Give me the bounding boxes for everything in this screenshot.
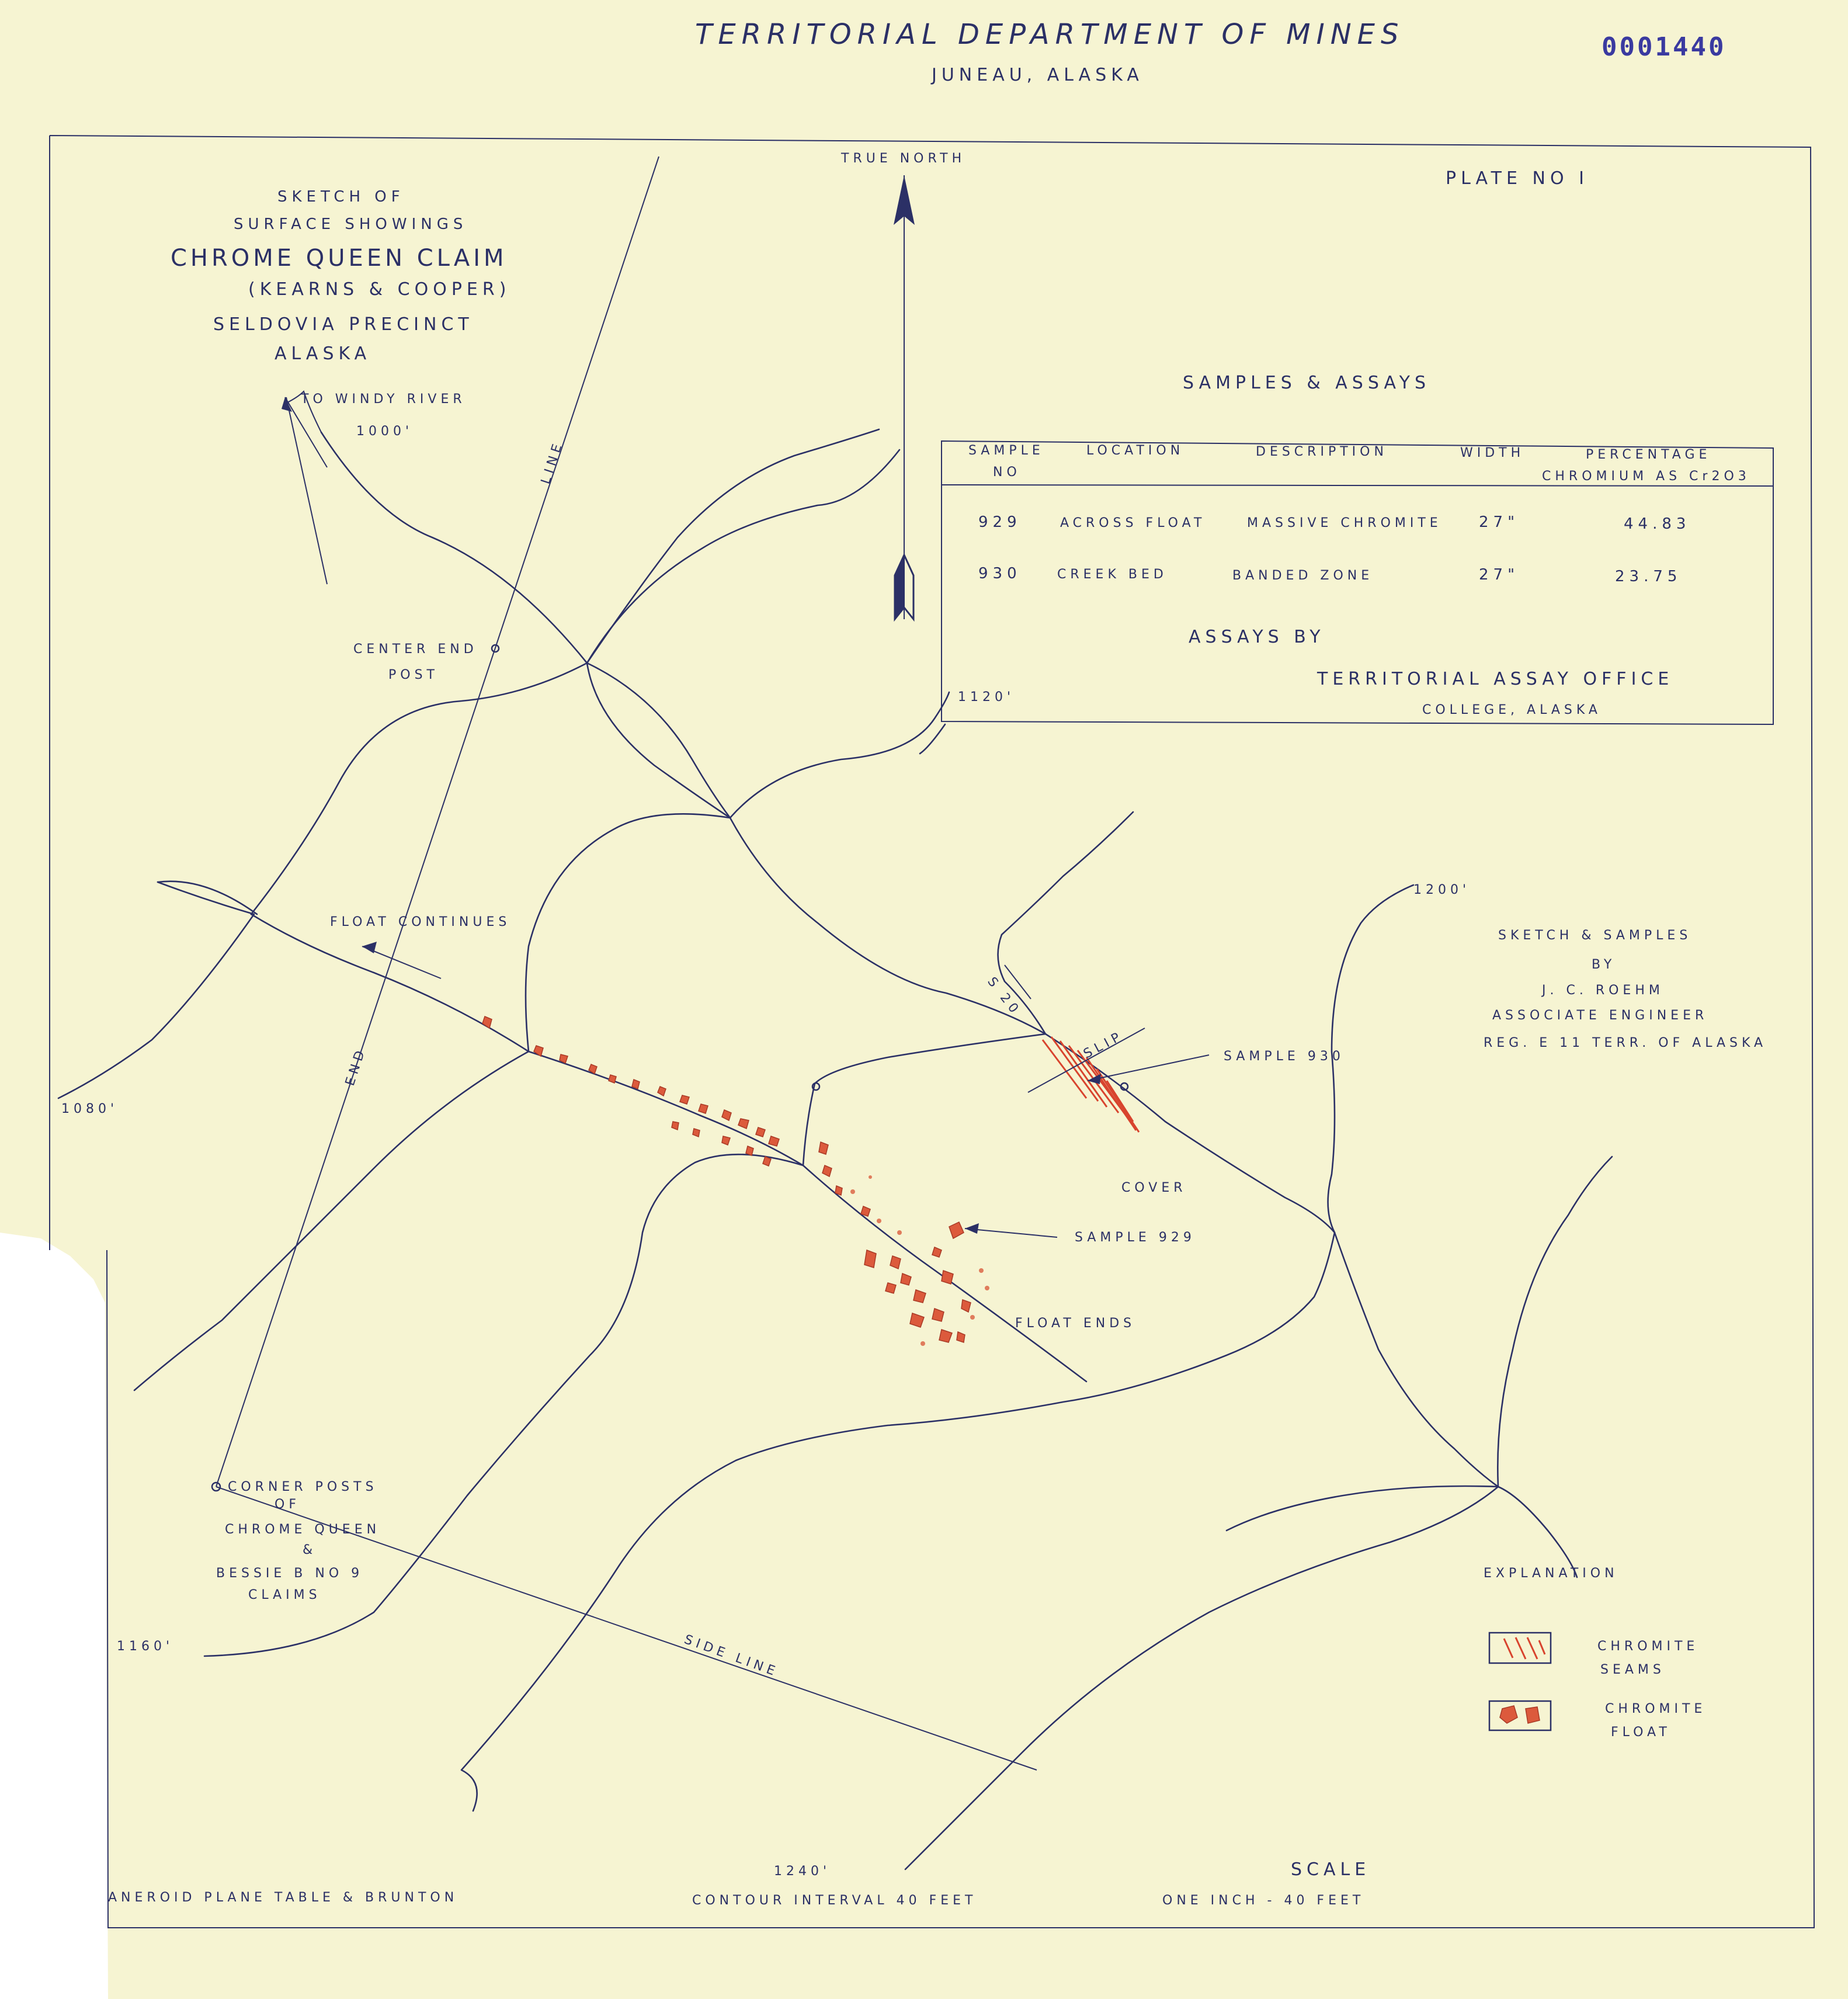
stamp-number: 0001440	[1602, 32, 1727, 62]
table-row	[978, 565, 1682, 585]
footer-contour-interval: CONTOUR INTERVAL 40 FEET	[692, 1893, 977, 1908]
footer-method: ANEROID PLANE TABLE & BRUNTON	[108, 1890, 458, 1905]
header-location: LOCATION	[1086, 443, 1184, 458]
strike-label: S 20	[984, 974, 1024, 1019]
center-end-post-label-2: POST	[388, 668, 439, 682]
claim-name: CHROME QUEEN CLAIM	[171, 245, 508, 272]
footer-scale-title: SCALE	[1291, 1859, 1371, 1880]
windy-river-distance: 1000'	[356, 424, 414, 439]
north-arrow-icon	[894, 175, 915, 619]
legend-float-label-2: FLOAT	[1611, 1725, 1671, 1740]
row-percentage: 23.75	[1615, 568, 1682, 585]
legend-seams-label-2: SEAMS	[1600, 1663, 1665, 1677]
footer-scale-value: ONE INCH - 40 FEET	[1162, 1893, 1365, 1908]
precinct: SELDOVIA PRECINCT	[213, 314, 474, 335]
sample-929-label: SAMPLE 929	[1075, 1230, 1196, 1245]
assays-by: ASSAYS BY	[1189, 627, 1325, 647]
float-ends-label: FLOAT ENDS	[1015, 1316, 1136, 1331]
sample-929-pointer	[965, 1223, 1057, 1237]
windy-river-arrow-icon	[282, 397, 327, 467]
row-sample-no: 929	[978, 513, 1022, 531]
contour-1080-label: 1080'	[61, 1102, 119, 1116]
plate-number: PLATE NO I	[1446, 168, 1589, 189]
header-sample-no: NO	[993, 465, 1021, 480]
row-percentage: 44.83	[1624, 515, 1691, 533]
contour-1200-label: 1200'	[1413, 883, 1471, 897]
corner-posts-label-1: CORNER POSTS	[228, 1480, 378, 1494]
line-label: LINE	[538, 438, 567, 486]
float-continues-label: FLOAT CONTINUES	[330, 915, 511, 929]
row-location: CREEK BED	[1057, 567, 1168, 582]
header-sample: SAMPLE	[968, 443, 1044, 458]
header-width: WIDTH	[1460, 446, 1525, 460]
sample-930-label: SAMPLE 930	[1224, 1049, 1345, 1064]
corner-posts-label-6: CLAIMS	[248, 1588, 321, 1602]
legend-float-swatch	[1489, 1701, 1551, 1730]
title-surface-showings: SURFACE SHOWINGS	[234, 216, 468, 233]
credits-line-2: BY	[1592, 957, 1616, 972]
title-sketch-of: SKETCH OF	[277, 188, 405, 206]
state: ALASKA	[275, 343, 371, 364]
agency-location: JUNEAU, ALASKA	[932, 65, 1144, 85]
explanation-title: EXPLANATION	[1484, 1566, 1618, 1581]
credits-line-5: REG. E 11 TERR. OF ALASKA	[1484, 1036, 1767, 1050]
header-chromium: CHROMIUM AS Cr2O3	[1542, 469, 1750, 484]
credits-line-4: ASSOCIATE ENGINEER	[1492, 1008, 1708, 1023]
sample-930-pointer	[1088, 1055, 1209, 1084]
row-description: MASSIVE CHROMITE	[1247, 516, 1442, 530]
slip-line	[1028, 1028, 1145, 1092]
header-description: DESCRIPTION	[1256, 445, 1388, 459]
chromite-float-pieces	[482, 1016, 989, 1346]
row-description: BANDED ZONE	[1232, 568, 1374, 583]
contour-1120-label: 1120'	[958, 690, 1015, 704]
legend-seams-label-1: CHROMITE	[1597, 1639, 1699, 1654]
contour-1240-label: 1240'	[774, 1864, 831, 1879]
header-percentage: PERCENTAGE	[1586, 447, 1711, 462]
agency-title: TERRITORIAL DEPARTMENT OF MINES	[695, 18, 1405, 51]
legend-seams-swatch	[1489, 1633, 1551, 1663]
side-line-label: SIDE LINE	[682, 1632, 781, 1680]
row-sample-no: 930	[978, 565, 1022, 582]
legend-float-label-1: CHROMITE	[1605, 1702, 1707, 1716]
claim-owners: (KEARNS & COOPER)	[248, 279, 511, 300]
corner-posts-label-5: BESSIE B NO 9	[216, 1566, 364, 1581]
row-width: 27"	[1479, 513, 1520, 531]
credits-line-3: J. C. ROEHM	[1542, 983, 1664, 998]
north-arrow-label: TRUE NORTH	[841, 151, 966, 166]
row-location: ACROSS FLOAT	[1060, 516, 1206, 530]
table-row	[978, 513, 1690, 533]
credits-line-1: SKETCH & SAMPLES	[1498, 928, 1692, 943]
contour-1160-label: 1160'	[117, 1639, 174, 1654]
assay-office-location: COLLEGE, ALASKA	[1422, 703, 1602, 717]
corner-posts-label-3: CHROME QUEEN	[225, 1522, 381, 1537]
paper-tear	[0, 1233, 108, 1999]
contour-lines	[58, 391, 1612, 1869]
corner-posts-label-2: OF	[275, 1497, 300, 1512]
assay-office: TERRITORIAL ASSAY OFFICE	[1317, 669, 1674, 689]
cover-label: COVER	[1121, 1181, 1187, 1195]
samples-title: SAMPLES & ASSAYS	[1183, 373, 1431, 393]
center-end-post-label: CENTER END	[353, 642, 478, 657]
row-width: 27"	[1479, 566, 1520, 584]
end-label: END	[342, 1045, 369, 1088]
slip-label: SLIP	[1081, 1028, 1127, 1062]
to-windy-river-label: TO WINDY RIVER	[301, 392, 466, 407]
corner-posts-label-4: &	[303, 1543, 317, 1557]
